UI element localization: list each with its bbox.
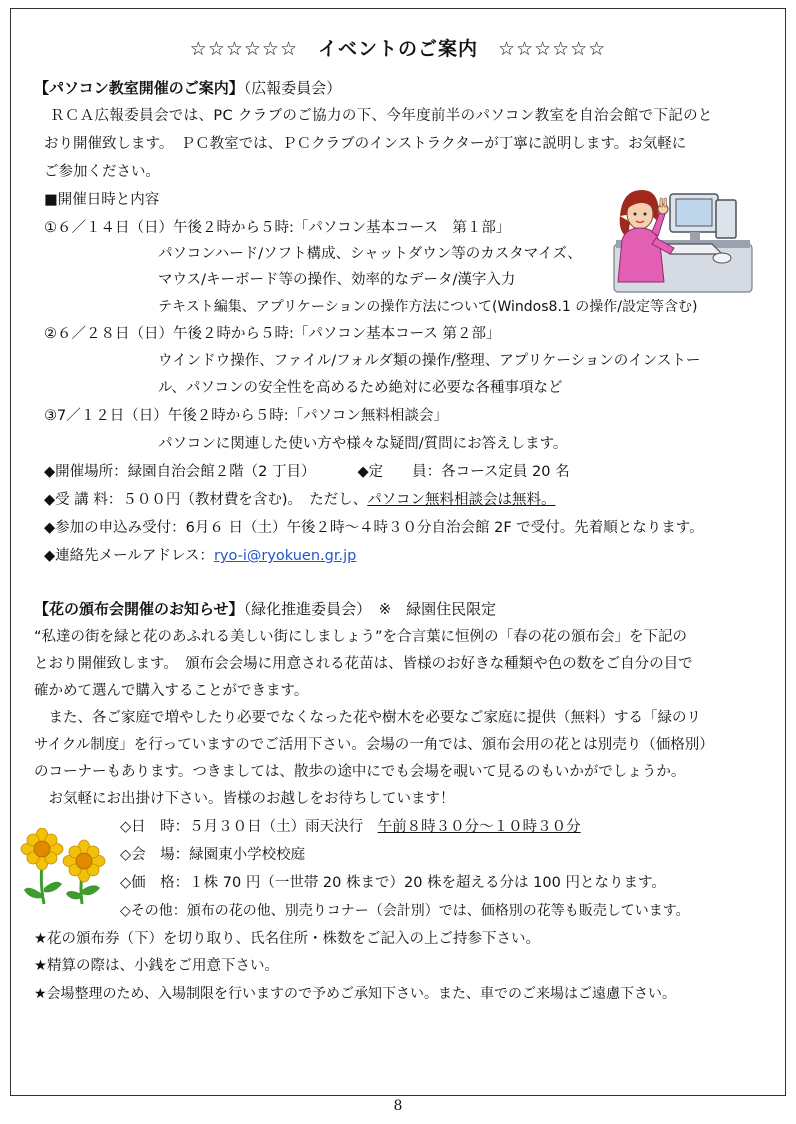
session-3-title: ③7／１２日（日）午後２時から５時:「パソコン無料相談会」 [44,408,448,424]
registration-line: ◆参加の申込み受付：6月６ 日（土）午後２時～４時３０分自治会館 2F で受付。先着順となります。 [44,520,704,536]
page-title: ☆☆☆☆☆☆ イベントのご案内 ☆☆☆☆☆☆ [189,38,607,60]
contact-label: ◆連絡先メールアドレス： [44,548,214,564]
flower-paragraph-3: 確かめて選んで購入することができます。 [34,683,309,699]
pc-class-heading [34,78,341,98]
venue-line [44,462,570,482]
flower-heading [34,599,496,619]
flower-price: ◇価 格：１株 70 円（一世帯 20 株まで）20 株を超える分は 100 円となります。 [120,875,666,891]
pc-intro-line-1: ＲＣＡ広報委員会では、PC クラブのご協力の下、今年度前半のパソコン教室を自治会館で下記のと [50,108,713,124]
pc-capacity: ◆定 員：各コース定員 20 名 [357,464,570,480]
flower-date-label: ◇日 時：５月３０日（土）雨天決行 [120,819,378,835]
session-2-detail-1: ウインドウ操作、ファイル/フォルダ類の操作/整理、アプリケーションのインストー [158,353,701,369]
flower-note-1: ★花の頒布券（下）を切り取り、氏名住所・株数をご記入の上ご持参下さい。 [34,931,540,947]
contact-line [44,546,356,566]
page-number: 8 [393,1098,403,1114]
flower-paragraph-6: のコーナーもあります。つきましては、散歩の途中にでも会場を覗いて見るのもいかがでしょうか。 [34,764,686,780]
flower-paragraph-4: また、各ご家庭で増やしたり必要でなくなった花や樹木を必要なご家庭に提供（無料）する「緑のリ [34,710,701,726]
flower-heading-org: （緑化推進委員会） ※ 緑園住民限定 [243,600,497,618]
schedule-heading: ■開催日時と内容 [44,192,160,208]
flower-paragraph-2: とおり開催致します。 頒布会会場に用意される花苗は、皆様のお好きな種類や色の数をご自分の目で [34,656,693,672]
flower-note-3: ★会場整理のため、入場制限を行いますので予めご承知下さい。また、車でのご来場はご遠慮下さい。 [34,986,676,1002]
pc-fee-note: パソコン無料相談会は無料。 [367,492,556,508]
session-1-detail-2: マウス/キーボード等の操作、効率的なデータ/漢字入力 [158,272,516,288]
session-3-detail-1: パソコンに関連した使い方や様々な疑問/質問にお答えします。 [158,436,568,452]
pc-fee: ◆受 講 料：５００円（教材費を含む)。 ただし、 [44,492,368,508]
flower-paragraph-7: お気軽にお出掛け下さい。皆様のお越しをお待ちしています！ [34,791,455,807]
session-2-title: ②６／２８日（日）午後２時から５時:「パソコン基本コース 第２部」 [44,326,501,342]
flower-note-2: ★精算の際は、小銭をご用意下さい。 [34,958,279,974]
flower-paragraph-5: サイクル制度」を行っていますのでご活用下さい。会場の一角では、頒布会用の花とは別売り（価格別） [34,737,714,753]
flower-date-line [120,817,581,837]
pc-intro-line-3: ご参加ください。 [44,164,160,180]
contact-email-link[interactable]: ryo-i@ryokuen.gr.jp [213,548,357,564]
yellow-flowers-illustration [20,828,110,906]
session-1-detail-1: パソコンハード/ソフト構成、シャットダウン等のカスタマイズ、 [158,246,582,262]
flower-venue: ◇会 場：緑園東小学校校庭 [120,847,306,863]
pc-venue: ◆開催場所：緑園自治会館２階（2 丁目） [44,464,316,480]
pc-intro-line-2: おり開催致します。 ＰＣ教室では、ＰＣクラブのインストラクターが丁寧に説明します。お気軽に [44,136,687,152]
session-1-title: ①６／１４日（日）午後２時から５時:「パソコン基本コース 第１部」 [44,220,511,236]
pc-class-heading-text: 【パソコン教室開催のご案内】 [34,79,244,97]
fee-line [44,490,556,510]
flower-date-time: 午前８時３０分～１０時３０分 [377,819,581,835]
flower-heading-text: 【花の頒布会開催のお知らせ】 [34,600,244,618]
pc-class-heading-org: （広報委員会） [243,79,342,97]
session-2-detail-2: ル、パソコンの安全性を高めるため絶対に必要な各種事項など [158,380,563,396]
session-1-detail-3: テキスト編集、アプリケーションの操作方法について(Windos8.1 の操作/設定等含む) [158,299,698,315]
woman-at-computer-illustration [612,182,754,294]
flower-paragraph-1: “私達の街を緑と花のあふれる美しい街にしましょう”を合言葉に恒例の「春の花の頒布会」を下記の [34,629,688,645]
flower-other: ◇その他：頒布の花の他、別売りコナー（会計別）では、価格別の花等も販売しています。 [120,903,690,919]
